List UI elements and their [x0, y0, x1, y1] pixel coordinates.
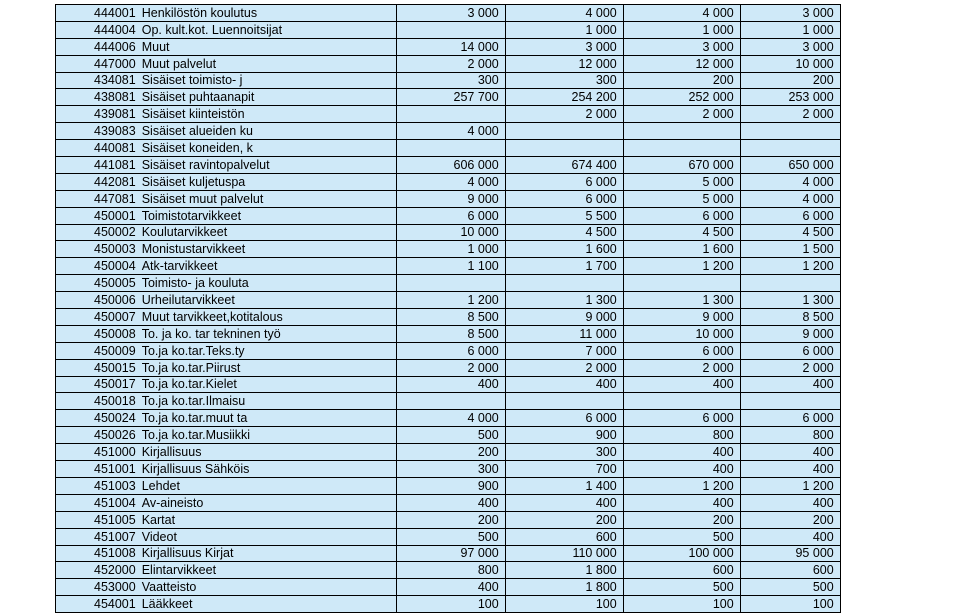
value-cell-1: 257 700	[396, 89, 505, 106]
table-row	[56, 21, 841, 38]
table-row	[56, 275, 841, 292]
table-row	[56, 123, 841, 140]
account-name-cell: Sisäiset ravintopalvelut	[136, 157, 397, 174]
value-cell-1: 10 000	[396, 224, 505, 241]
value-cell-4: 4 500	[740, 224, 840, 241]
value-cell-1: 300	[396, 461, 505, 478]
value-cell-4: 10 000	[740, 55, 840, 72]
account-code-cell: 451001	[56, 461, 136, 478]
value-cell-3: 4 500	[623, 224, 740, 241]
table-row	[56, 494, 841, 511]
value-cell-3: 3 000	[623, 38, 740, 55]
value-cell-3: 400	[623, 461, 740, 478]
table-row	[56, 528, 841, 545]
account-name-cell: Sisäiset alueiden ku	[136, 123, 397, 140]
account-name-cell: Urheilutarvikkeet	[136, 292, 397, 309]
table-row	[56, 545, 841, 562]
value-cell-1: 9 000	[396, 190, 505, 207]
account-code-cell: 438081	[56, 89, 136, 106]
value-cell-2: 1 800	[505, 579, 623, 596]
value-cell-3	[623, 140, 740, 157]
value-cell-2: 2 000	[505, 106, 623, 123]
value-cell-3	[623, 123, 740, 140]
value-cell-4: 1 200	[740, 477, 840, 494]
account-code-cell: 450005	[56, 275, 136, 292]
value-cell-4: 3 000	[740, 38, 840, 55]
account-code-cell: 434081	[56, 72, 136, 89]
table-row	[56, 325, 841, 342]
value-cell-2: 11 000	[505, 325, 623, 342]
account-name-cell: Op. kult.kot. Luennoitsijat	[136, 21, 397, 38]
value-cell-3: 9 000	[623, 309, 740, 326]
value-cell-4: 1 000	[740, 21, 840, 38]
value-cell-2: 1 400	[505, 477, 623, 494]
account-code-cell: 450001	[56, 207, 136, 224]
account-name-cell: Vaatteisto	[136, 579, 397, 596]
account-name-cell: Atk-tarvikkeet	[136, 258, 397, 275]
table-row	[56, 224, 841, 241]
value-cell-2	[505, 275, 623, 292]
table-row	[56, 72, 841, 89]
value-cell-3: 1 200	[623, 258, 740, 275]
value-cell-1: 6 000	[396, 207, 505, 224]
account-code-cell: 450017	[56, 376, 136, 393]
table-row	[56, 579, 841, 596]
value-cell-3: 252 000	[623, 89, 740, 106]
account-code-cell: 447000	[56, 55, 136, 72]
value-cell-3	[623, 275, 740, 292]
value-cell-2: 2 000	[505, 359, 623, 376]
account-name-cell: Muut	[136, 38, 397, 55]
value-cell-2: 6 000	[505, 410, 623, 427]
account-code-cell: 440081	[56, 140, 136, 157]
value-cell-1: 1 000	[396, 241, 505, 258]
value-cell-1: 97 000	[396, 545, 505, 562]
account-code-cell: 450007	[56, 309, 136, 326]
value-cell-4: 400	[740, 494, 840, 511]
value-cell-3: 600	[623, 562, 740, 579]
value-cell-2: 4 000	[505, 5, 623, 22]
value-cell-3: 5 000	[623, 173, 740, 190]
table-row	[56, 461, 841, 478]
account-name-cell: Toimisto- ja kouluta	[136, 275, 397, 292]
value-cell-4: 1 300	[740, 292, 840, 309]
account-name-cell: Monistustarvikkeet	[136, 241, 397, 258]
value-cell-2: 254 200	[505, 89, 623, 106]
value-cell-4: 400	[740, 444, 840, 461]
value-cell-4: 400	[740, 461, 840, 478]
value-cell-1: 400	[396, 376, 505, 393]
table-row	[56, 5, 841, 22]
value-cell-4: 200	[740, 72, 840, 89]
account-code-cell: 450015	[56, 359, 136, 376]
value-cell-2: 12 000	[505, 55, 623, 72]
account-name-cell: Sisäiset muut palvelut	[136, 190, 397, 207]
value-cell-2: 7 000	[505, 342, 623, 359]
table-row	[56, 157, 841, 174]
value-cell-3: 1 200	[623, 477, 740, 494]
value-cell-2: 5 500	[505, 207, 623, 224]
account-code-cell: 450008	[56, 325, 136, 342]
account-name-cell: To.ja ko.tar.Teks.ty	[136, 342, 397, 359]
value-cell-1: 500	[396, 427, 505, 444]
value-cell-2: 200	[505, 511, 623, 528]
value-cell-3: 200	[623, 511, 740, 528]
value-cell-4: 4 000	[740, 173, 840, 190]
value-cell-3: 2 000	[623, 106, 740, 123]
value-cell-1: 1 100	[396, 258, 505, 275]
value-cell-2	[505, 140, 623, 157]
value-cell-1: 6 000	[396, 342, 505, 359]
value-cell-1	[396, 21, 505, 38]
value-cell-4: 200	[740, 511, 840, 528]
account-name-cell: Elintarvikkeet	[136, 562, 397, 579]
value-cell-3: 10 000	[623, 325, 740, 342]
value-cell-4: 650 000	[740, 157, 840, 174]
account-name-cell: Toimistotarvikkeet	[136, 207, 397, 224]
account-code-cell: 444001	[56, 5, 136, 22]
table-row	[56, 38, 841, 55]
value-cell-4: 6 000	[740, 207, 840, 224]
value-cell-2: 110 000	[505, 545, 623, 562]
account-code-cell: 450006	[56, 292, 136, 309]
table-row	[56, 258, 841, 275]
value-cell-2: 400	[505, 376, 623, 393]
table-row	[56, 241, 841, 258]
account-name-cell: To. ja ko. tar tekninen työ	[136, 325, 397, 342]
value-cell-4: 95 000	[740, 545, 840, 562]
account-name-cell: To.ja ko.tar.muut ta	[136, 410, 397, 427]
value-cell-1: 400	[396, 579, 505, 596]
value-cell-1: 2 000	[396, 55, 505, 72]
value-cell-1: 14 000	[396, 38, 505, 55]
value-cell-3: 400	[623, 444, 740, 461]
value-cell-2: 9 000	[505, 309, 623, 326]
account-name-cell: To.ja ko.tar.Piirust	[136, 359, 397, 376]
value-cell-1: 200	[396, 444, 505, 461]
value-cell-1	[396, 393, 505, 410]
value-cell-1	[396, 140, 505, 157]
value-cell-1: 4 000	[396, 410, 505, 427]
value-cell-1: 4 000	[396, 123, 505, 140]
account-code-cell: 444004	[56, 21, 136, 38]
value-cell-3: 6 000	[623, 342, 740, 359]
value-cell-2	[505, 393, 623, 410]
value-cell-4: 500	[740, 579, 840, 596]
value-cell-3: 500	[623, 579, 740, 596]
value-cell-3: 6 000	[623, 207, 740, 224]
account-name-cell: Sisäiset kuljetuspa	[136, 173, 397, 190]
value-cell-3: 100	[623, 596, 740, 613]
value-cell-4: 1 500	[740, 241, 840, 258]
value-cell-1: 500	[396, 528, 505, 545]
table-row	[56, 427, 841, 444]
account-code-cell: 450009	[56, 342, 136, 359]
account-code-cell: 452000	[56, 562, 136, 579]
account-name-cell: To.ja ko.tar.Kielet	[136, 376, 397, 393]
value-cell-4: 400	[740, 376, 840, 393]
value-cell-2: 400	[505, 494, 623, 511]
table-row	[56, 55, 841, 72]
table-row	[56, 140, 841, 157]
account-name-cell: Sisäiset toimisto- j	[136, 72, 397, 89]
value-cell-1: 8 500	[396, 309, 505, 326]
value-cell-4: 9 000	[740, 325, 840, 342]
table-row	[56, 173, 841, 190]
account-name-cell: Koulutarvikkeet	[136, 224, 397, 241]
table-row	[56, 511, 841, 528]
table-row	[56, 562, 841, 579]
account-code-cell: 451004	[56, 494, 136, 511]
value-cell-2: 674 400	[505, 157, 623, 174]
table-row	[56, 393, 841, 410]
value-cell-1: 400	[396, 494, 505, 511]
value-cell-3: 500	[623, 528, 740, 545]
account-name-cell: Kirjallisuus	[136, 444, 397, 461]
value-cell-3: 4 000	[623, 5, 740, 22]
value-cell-2: 700	[505, 461, 623, 478]
account-name-cell: Kirjallisuus Sähköis	[136, 461, 397, 478]
table-row	[56, 410, 841, 427]
table-row	[56, 89, 841, 106]
value-cell-1: 800	[396, 562, 505, 579]
account-code-cell: 450002	[56, 224, 136, 241]
value-cell-2: 4 500	[505, 224, 623, 241]
value-cell-1: 4 000	[396, 173, 505, 190]
value-cell-4: 600	[740, 562, 840, 579]
account-name-cell: Av-aineisto	[136, 494, 397, 511]
value-cell-2: 1 700	[505, 258, 623, 275]
value-cell-4: 8 500	[740, 309, 840, 326]
value-cell-2: 600	[505, 528, 623, 545]
value-cell-2	[505, 123, 623, 140]
table-row	[56, 359, 841, 376]
account-code-cell: 451008	[56, 545, 136, 562]
table-row	[56, 292, 841, 309]
table-row	[56, 596, 841, 613]
value-cell-3: 670 000	[623, 157, 740, 174]
value-cell-3: 200	[623, 72, 740, 89]
value-cell-3: 6 000	[623, 410, 740, 427]
value-cell-4: 3 000	[740, 5, 840, 22]
value-cell-1: 3 000	[396, 5, 505, 22]
value-cell-2: 3 000	[505, 38, 623, 55]
table-row	[56, 444, 841, 461]
value-cell-4: 253 000	[740, 89, 840, 106]
value-cell-1: 300	[396, 72, 505, 89]
table-row	[56, 309, 841, 326]
value-cell-1	[396, 275, 505, 292]
value-cell-2: 100	[505, 596, 623, 613]
account-code-cell: 451000	[56, 444, 136, 461]
value-cell-1: 100	[396, 596, 505, 613]
account-code-cell: 450003	[56, 241, 136, 258]
account-name-cell: To.ja ko.tar.Musiikki	[136, 427, 397, 444]
value-cell-1: 900	[396, 477, 505, 494]
account-name-cell: Lehdet	[136, 477, 397, 494]
account-code-cell: 450004	[56, 258, 136, 275]
value-cell-4	[740, 393, 840, 410]
value-cell-3: 1 600	[623, 241, 740, 258]
account-name-cell: Lääkkeet	[136, 596, 397, 613]
value-cell-4: 6 000	[740, 342, 840, 359]
account-name-cell: Muut palvelut	[136, 55, 397, 72]
account-code-cell: 450024	[56, 410, 136, 427]
budget-table-body	[56, 5, 841, 613]
value-cell-2: 1 300	[505, 292, 623, 309]
table-row	[56, 376, 841, 393]
value-cell-2: 1 600	[505, 241, 623, 258]
value-cell-4: 6 000	[740, 410, 840, 427]
value-cell-2: 6 000	[505, 190, 623, 207]
account-code-cell: 451005	[56, 511, 136, 528]
table-row	[56, 106, 841, 123]
account-code-cell: 441081	[56, 157, 136, 174]
value-cell-4: 100	[740, 596, 840, 613]
account-name-cell: To.ja ko.tar.Ilmaisu	[136, 393, 397, 410]
table-row	[56, 190, 841, 207]
account-code-cell: 439081	[56, 106, 136, 123]
value-cell-4: 400	[740, 528, 840, 545]
value-cell-1: 2 000	[396, 359, 505, 376]
account-code-cell: 444006	[56, 38, 136, 55]
value-cell-1	[396, 106, 505, 123]
value-cell-1: 1 200	[396, 292, 505, 309]
table-row	[56, 342, 841, 359]
value-cell-2: 6 000	[505, 173, 623, 190]
account-code-cell: 447081	[56, 190, 136, 207]
account-name-cell: Videot	[136, 528, 397, 545]
account-name-cell: Kirjallisuus Kirjat	[136, 545, 397, 562]
value-cell-3	[623, 393, 740, 410]
table-row	[56, 207, 841, 224]
value-cell-2: 300	[505, 444, 623, 461]
account-code-cell: 451007	[56, 528, 136, 545]
value-cell-3: 800	[623, 427, 740, 444]
value-cell-4	[740, 140, 840, 157]
value-cell-3: 1 300	[623, 292, 740, 309]
account-code-cell: 439083	[56, 123, 136, 140]
value-cell-3: 100 000	[623, 545, 740, 562]
value-cell-3: 2 000	[623, 359, 740, 376]
value-cell-1: 606 000	[396, 157, 505, 174]
value-cell-2: 1 800	[505, 562, 623, 579]
value-cell-2: 900	[505, 427, 623, 444]
value-cell-1: 200	[396, 511, 505, 528]
value-cell-4: 2 000	[740, 359, 840, 376]
value-cell-1: 8 500	[396, 325, 505, 342]
account-code-cell: 453000	[56, 579, 136, 596]
account-name-cell: Sisäiset puhtaanapit	[136, 89, 397, 106]
budget-table	[55, 4, 841, 613]
value-cell-3: 12 000	[623, 55, 740, 72]
account-name-cell: Kartat	[136, 511, 397, 528]
value-cell-4: 800	[740, 427, 840, 444]
value-cell-4: 1 200	[740, 258, 840, 275]
value-cell-4: 4 000	[740, 190, 840, 207]
value-cell-2: 1 000	[505, 21, 623, 38]
value-cell-3: 400	[623, 376, 740, 393]
value-cell-4: 2 000	[740, 106, 840, 123]
account-code-cell: 454001	[56, 596, 136, 613]
account-code-cell: 450026	[56, 427, 136, 444]
account-code-cell: 451003	[56, 477, 136, 494]
value-cell-3: 1 000	[623, 21, 740, 38]
value-cell-3: 400	[623, 494, 740, 511]
table-row	[56, 477, 841, 494]
account-name-cell: Sisäiset koneiden, k	[136, 140, 397, 157]
account-name-cell: Henkilöstön koulutus	[136, 5, 397, 22]
value-cell-2: 300	[505, 72, 623, 89]
account-code-cell: 442081	[56, 173, 136, 190]
value-cell-3: 5 000	[623, 190, 740, 207]
account-name-cell: Sisäiset kiinteistön	[136, 106, 397, 123]
value-cell-4	[740, 123, 840, 140]
account-code-cell: 450018	[56, 393, 136, 410]
value-cell-4	[740, 275, 840, 292]
account-name-cell: Muut tarvikkeet,kotitalous	[136, 309, 397, 326]
